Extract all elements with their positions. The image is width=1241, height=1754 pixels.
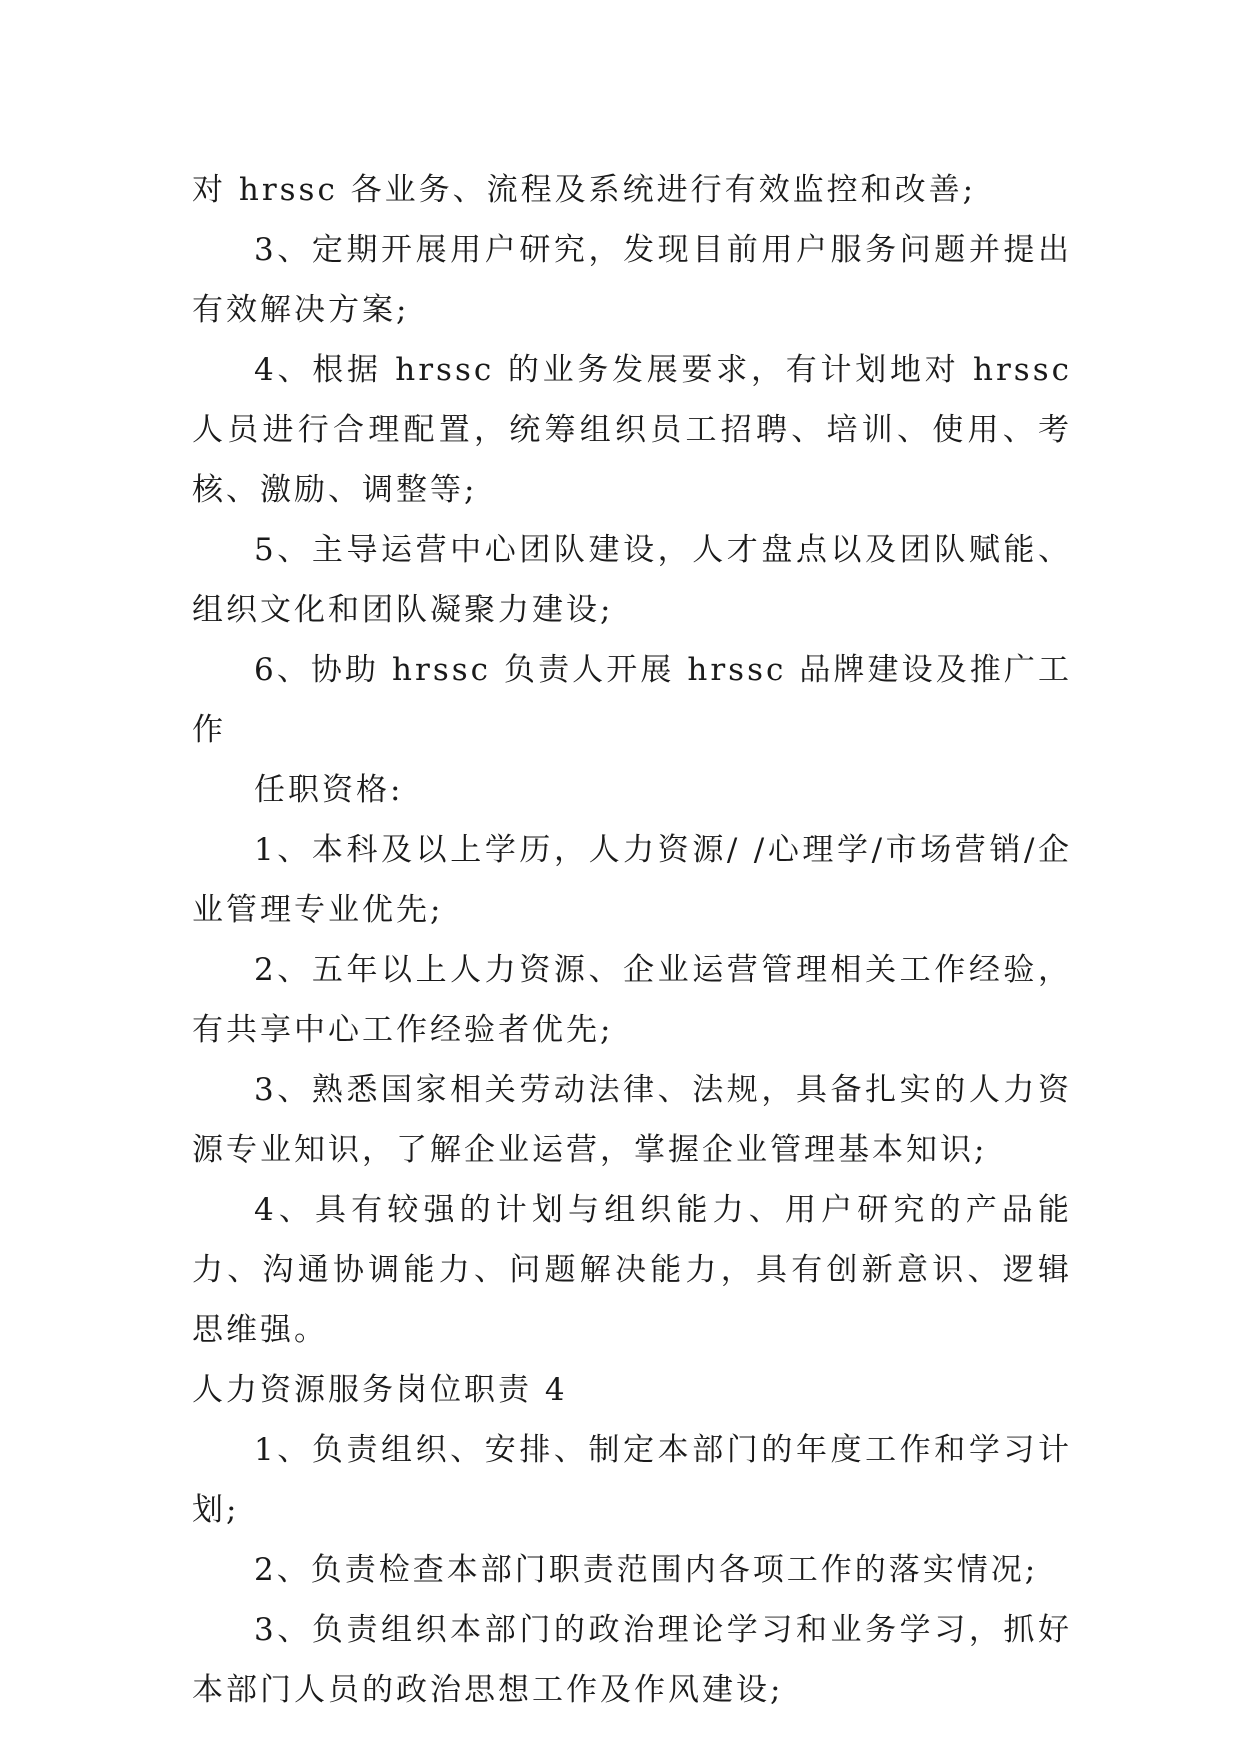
section-title: 人力资源服务岗位职责 4	[192, 1372, 568, 1408]
paragraph-education: 1、本科及以上学历，人力资源/ /心理学/市场营销/企业管理专业优先;	[192, 832, 1072, 928]
document-body	[192, 160, 1072, 1720]
paragraph-team-building: 5、主导运营中心团队建设，人才盘点以及团队赋能、组织文化和团队凝聚力建设;	[192, 532, 1072, 628]
heading-qualifications: 任职资格:	[254, 772, 404, 808]
paragraph-abilities: 4、具有较强的计划与组织能力、用户研究的产品能力、沟通协调能力、问题解决能力，具有创新意识、逻辑思维强。	[192, 1192, 1072, 1348]
paragraph-political-study: 3、负责组织本部门的政治理论学习和业务学习，抓好本部门人员的政治思想工作及作风建设;	[192, 1612, 1072, 1708]
paragraph-experience: 2、五年以上人力资源、企业运营管理相关工作经验，有共享中心工作经验者优先;	[192, 952, 1072, 1048]
paragraph-planning: 1、负责组织、安排、制定本部门的年度工作和学习计划;	[192, 1432, 1072, 1528]
paragraph-inspection: 2、负责检查本部门职责范围内各项工作的落实情况;	[254, 1552, 1039, 1588]
paragraph-staffing: 4、根据 hrssc 的业务发展要求，有计划地对 hrssc 人员进行合理配置，统筹组织员工招聘、培训、使用、考核、激励、调整等;	[192, 352, 1072, 508]
paragraph-knowledge: 3、熟悉国家相关劳动法律、法规，具备扎实的人力资源专业知识，了解企业运营，掌握企业管理基本知识;	[192, 1072, 1072, 1168]
paragraph-branding: 6、协助 hrssc 负责人开展 hrssc 品牌建设及推广工作	[192, 652, 1072, 748]
paragraph-monitoring: 对 hrssc 各业务、流程及系统进行有效监控和改善;	[192, 172, 977, 208]
paragraph-user-research: 3、定期开展用户研究，发现目前用户服务问题并提出有效解决方案;	[192, 232, 1072, 328]
